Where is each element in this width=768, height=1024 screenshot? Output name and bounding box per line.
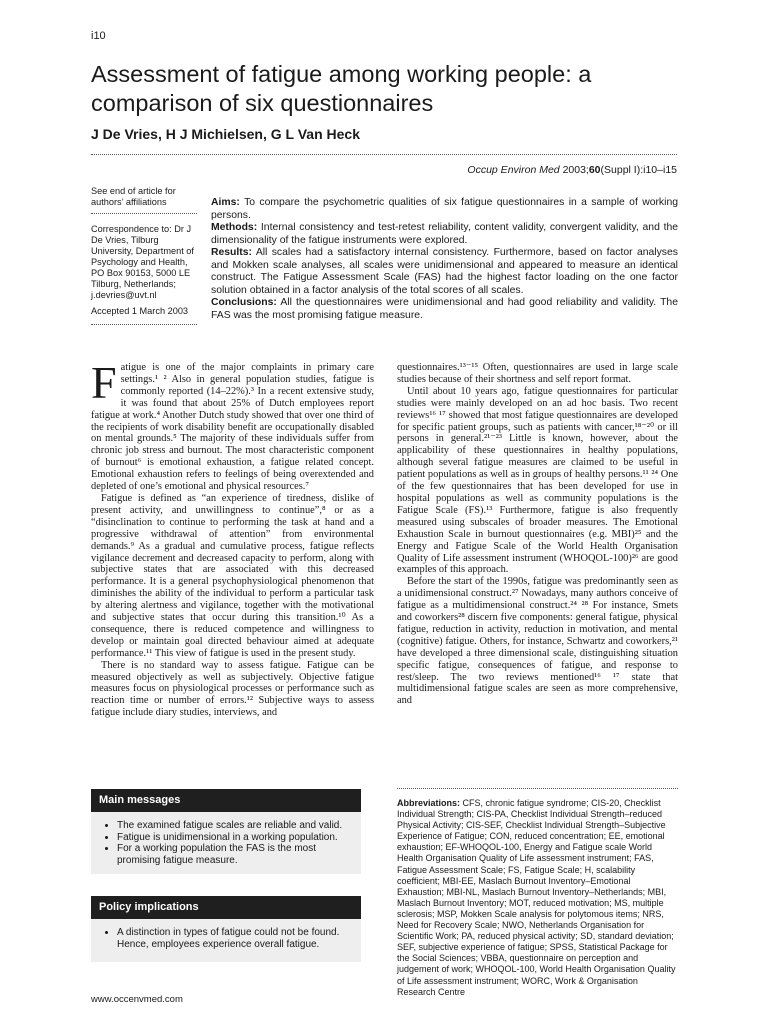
abstract <box>211 197 678 322</box>
abstract-conclusions-label: Conclusions: <box>211 297 277 308</box>
abbreviations-divider <box>397 788 678 789</box>
list-item: • A distinction in types of fatigue could not be found. Hence, employees experience overall fatigue. <box>117 927 353 950</box>
main-messages-heading: Main messages <box>91 789 361 812</box>
journal-pages: (Suppl I):i10–i15 <box>600 164 677 176</box>
main-messages-list <box>99 820 353 866</box>
journal-volume: 60 <box>588 164 601 176</box>
body-paragraph: There is no standard way to assess fatigue. Fatigue can be measured objectively as well as subjectively. Objective fatigue measures focus on physiological processes or performance such as reaction time or number of errors.¹² Subjective ways to assess fatigue include diary studies, interviews, and <box>91 659 374 719</box>
affiliations-note: See end of article for authors’ affiliations <box>91 186 176 207</box>
sidebar-divider <box>91 213 197 214</box>
drop-cap: F <box>91 357 117 408</box>
abstract-results <box>211 247 678 297</box>
body-paragraph: Until about 10 years ago, fatigue questionnaires for particular studies were mainly developed on an ad hoc basis. Two recent reviews¹⁶ ¹⁷ showed that most fatigue questionnaires are developed for specific patient groups, such as patients with cancer,¹⁸⁻²⁰ or ill persons in general.²¹⁻²³ Little is known, however, about the applicability of these questionnaires in healthy populations, although several fatigue measures are claimed to be useful in patient populations as well as in groups of healthy persons.¹¹ ²⁴ One of the few questionnaires that has been developed for use in hospital populations as well as community populations is the Fatigue Scale (FS).¹³ Furthermore, fatigue is also frequently measured using subscales of broader measures. The Emotional Exhaustion Scale in burnout questionnaires (e.g. MBI)²⁵ and the Energy and Fatigue Scale of the World Health Organisation Quality of Life assessment instrument (WHOQOL-100)²⁶ are good examples of this approach. <box>397 385 678 576</box>
header-divider <box>91 154 677 155</box>
abbreviations-label: Abbreviations: <box>397 798 461 808</box>
article-authors: J De Vries, H J Michielsen, G L Van Heck <box>91 126 360 142</box>
sidebar-divider <box>91 324 197 325</box>
correspondence-note: Correspondence to: Dr J De Vries, Tilburg University, Department of Psychology and Health, PO Box 90153, 5000 LE Tilburg, Netherlands; j.devries@uvt.nl <box>91 224 194 300</box>
policy-implications-body <box>91 919 361 962</box>
footer-url[interactable]: www.occenvmed.com <box>91 994 183 1005</box>
abstract-conclusions <box>211 297 678 322</box>
abstract-aims <box>211 197 678 222</box>
body-paragraph: Before the start of the 1990s, fatigue was predominantly seen as a unidimensional construct.²⁷ Nowadays, many authors conceive of fatigue as a multidimensional construct.²⁴ ²⁸ For instance, Smets and coworkers²⁸ discern five components: general fatigue, physical fatigue, reduction in activity, reduction in motivation, and mental (cognitive) fatigue. Others, for instance, Schwartz and coworkers,²¹ have developed a three dimensional scale, distinguishing situation specific fatigue, consequences of fatigue, and response to rest/sleep. The two reviews mentioned¹⁶ ¹⁷ state that multidimensional fatigue scales are seen as more comprehensive, and <box>397 576 678 707</box>
journal-reference <box>467 164 677 176</box>
journal-year: 2003; <box>562 164 589 176</box>
abstract-methods-text: Internal consistency and test-retest reliability, content validity, convergent validity, and the dimensionality of the fatigue instruments were explored. <box>211 222 679 246</box>
body-paragraph <box>91 357 374 493</box>
list-item: • The examined fatigue scales are reliable and valid. <box>117 820 353 832</box>
policy-implications-list <box>99 927 353 950</box>
body-paragraph: questionnaires.¹³⁻¹⁵ Often, questionnaires are used in large scale studies because of their shortness and self report format. <box>397 362 678 385</box>
abstract-results-label: Results: <box>211 247 252 258</box>
main-messages-box <box>91 789 361 874</box>
abstract-results-text: All scales had a satisfactory internal consistency. Furthermore, based on factor analyses and Mokken scale analyses, all scales were unidimensional and appeared to measure an identical construct. The Fatigue Assessment Scale (FAS) had the highest factor loading on the one factor solution obtained in a factor analysis of the total scores of all scales. <box>211 247 678 296</box>
body-column-left <box>91 357 374 719</box>
body-paragraph: Fatigue is defined as “an experience of tiredness, dislike of present activity, and unwillingness to continue”,⁸ or as a “disinclination to continue to performing the task at hand and a progressive withdrawal of attention” from environmental demands.⁹ As a gradual and cumulative process, fatigue reflects vigilance decrement and decreased capacity to perform, along with subjective states that are associated with this decreased performance. It is a general psychophysiological phenomenon that diminishes the ability of the individual to perform a particular task by altering alertness and vigilance, together with the motivational and subjective states that occur during this transition.¹⁰ As a consequence, there is reduced competence and willingness to develop or maintain goal directed behaviour aimed at adequate performance.¹¹ This view of fatigue is used in the present study. <box>91 492 374 659</box>
list-item: • Fatigue is unidimensional in a working population. <box>117 832 353 844</box>
page-number: i10 <box>91 30 106 42</box>
accepted-date: Accepted 1 March 2003 <box>91 306 189 316</box>
body-text: atigue is one of the major complaints in primary care settings.¹ ² Also in general population studies, fatigue is commonly reported (14–22%).³ In a recent extensive study, it was found that about 25% of Dutch employees report fatigue at work.⁴ Another Dutch study showed that over one third of the recipients of work disability benefit are occupationally disabled on mental grounds.⁵ The majority of these individuals suffer from chronic job stress and burnout. The most characteristic component of burnout⁶ is emotional exhaustion, a fatigue related concept. Emotional exhaustion refers to feelings of being overextended and depleted of one’s emotional and physical resources.⁷ <box>91 362 374 493</box>
abstract-aims-text: To compare the psychometric qualities of six fatigue questionnaires in a sample of working persons. <box>211 197 678 221</box>
abstract-conclusions-text: All the questionnaires were unidimensional and had good reliability and validity. The FAS was the most promising fatigue measure. <box>211 297 678 321</box>
abstract-methods-label: Methods: <box>211 222 258 233</box>
abbreviations-note <box>397 798 677 998</box>
abbreviations-text: CFS, chronic fatigue syndrome; CIS-20, Checklist Individual Strength; CIS-PA, Checklist Individual Strength–reduced Physical Activity; CIS-SEF, Checklist Individual Strength–Subjective Experience of Fatigue; CON, reduced concentration; EE, emotional exhaustion; EF-WHOQOL-100, Energy and Fatigue scale World Health Organisation Quality of Life assessment instrument; FAS, Fatigue Assessment Scale; FS, Fatigue Scale; H, scalability coefficient; MBI-EE, Maslach Burnout Inventory–Emotional Exhaustion; MBI-NL, Maslach Burnout Inventory–Netherlands; MBI, Maslach Burnout Inventory; MOT, reduced motivation; MS, multiple sclerosis; MSP, Mokken Scale analysis for polytomous items; NRS, Need for Recovery Scale; NWO, Netherlands Organisation for Scientific Work; PA, reduced physical activity; SD, standard deviation; SEF, subjective experience of fatigue; SPSS, Statistical Package for the Social Sciences; VBBA, questionnaire on perception and judgement of work; WHOQOL-100, World Health Organisation Quality of Life assessment instrument; WORC, Work & Organisation Research Centre <box>397 798 676 997</box>
article-title: Assessment of fatigue among working people: a comparison of six questionnaires <box>91 61 592 116</box>
policy-implications-heading: Policy implications <box>91 896 361 919</box>
body-column-right <box>397 362 678 707</box>
abstract-aims-label: Aims: <box>211 197 240 208</box>
list-item: • For a working population the FAS is the most promising fatigue measure. <box>117 843 353 866</box>
journal-name: Occup Environ Med <box>467 164 560 176</box>
policy-implications-box <box>91 896 361 962</box>
abstract-methods <box>211 222 678 247</box>
main-messages-body <box>91 812 361 874</box>
